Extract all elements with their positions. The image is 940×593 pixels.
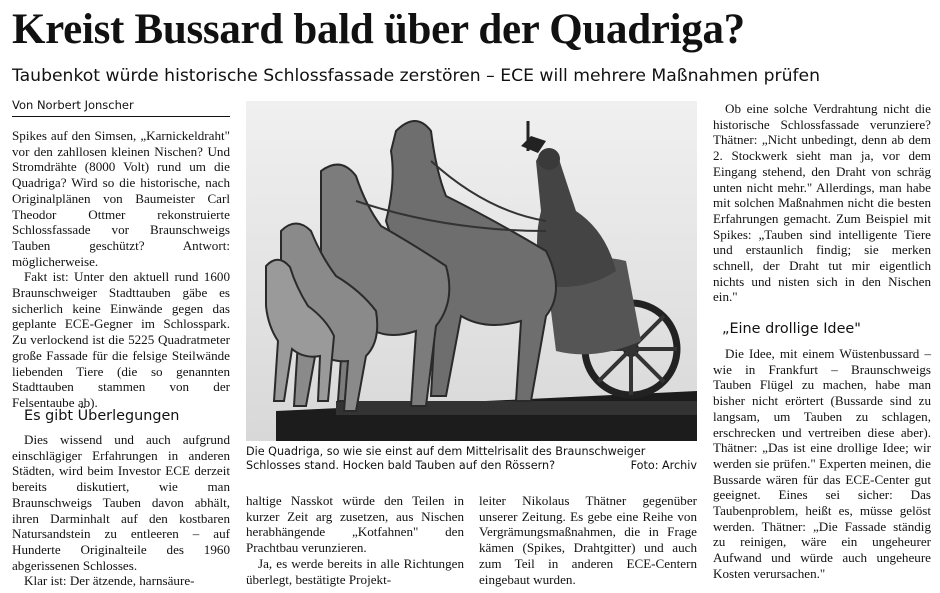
paragraph: Ob eine solche Verdrahtung nicht die historische Schlossfassade verunziere? Thätner: „Nicht unbedingt, denn ab dem 2. Stockwerk sieht man ja, vor dem Eingang stehend, den Draht von schräg unten nicht mehr." Allerdings, man habe mit solchen Maßnahmen nicht die besten Erfahrungen gemacht. Zum Beispiel mit Spikes: „Tauben sind intelligente Tiere und erstaunlich findig; sie merken schnell, der Draht tut mir eigentlich nichts und nisten sich in den Nischen ein."	[713, 101, 931, 305]
quadriga-photo	[246, 101, 697, 441]
paragraph: Die Idee, mit einem Wüstenbussard – wie in Frankfurt – Braunschweigs Tauben Flügel zu machen, habe man bisher nicht erörtert (Bussarde sind zu langsam, um Tauben zu schlagen, erschrecken und vertreiben diese aber). Thätner: „Das ist eine drollige Idee; wir werden sie prüfen." Experten meinen, die Bussarde wären für das ECE-Center gut geeignet. Eines sei sicher: Das Taubenproblem, heißt es, müsse gelöst werden. Thätner: „Die Fassade ständig zu reinigen, wäre ein ungeheurer Aufwand und würde auch ungeheure Kosten verursachen."	[713, 346, 931, 581]
paragraph: haltige Nasskot würde den Teilen in kurzer Zeit arg zusetzen, aus Nischen herabhängende „Kotfahnen" den Prachtbau verunzieren.	[246, 493, 464, 556]
column-1	[12, 128, 230, 411]
subheadline: Taubenkot würde historische Schlossfassade zerstören – ECE will mehrere Maßnahmen prüfen	[12, 66, 821, 86]
column-3	[479, 493, 697, 587]
paragraph: Fakt ist: Unter den aktuell rund 1600 Braunschweiger Stadttauben gäbe es sicherlich keine Einwände gegen das geplante ECE-Gegner im Schlosspark. Zu verlockend ist die 5225 Quadratmeter große Fassade für die felsige Steilwände liebenden Tiere (die so genannten Stadttauben stammen von der Felsentaube ab).	[12, 269, 230, 410]
paragraph: leiter Nikolaus Thätner gegenüber unserer Zeitung. Es gebe eine Reihe von Vergrämungsmaßnahmen, die in Frage kämen (Spikes, Drahtgitter) und auch zum Teil in anderen ECE-Centern eingebaut wurden.	[479, 493, 697, 587]
paragraph: Spikes auf den Simsen, „Karnickeldraht" vor den zahllosen kleinen Nischen? Und Stromdrähte (8000 Volt) rund um die Quadriga? Wird so die historische, nach Originalplänen von Baumeister Carl Theodor Ottmer rekonstruierte Schlossfassade vor Braunschweigs Tauben geschützt? Antwort: möglicherweise.	[12, 128, 230, 269]
paragraph: Dies wissend und auch aufgrund einschlägiger Erfahrungen in anderen Städten, wird beim Investor ECE derzeit bereits diskutiert, wie man Braunschweigs Tauben davon abhält, ihren Darminhalt auf den kostbaren Natursandstein zu entleeren – auf Hunderte Originalteile des 1960 abgerissenen Schlosses.	[12, 432, 230, 573]
photo-credit: Foto: Archiv	[630, 459, 697, 472]
headline: Kreist Bussard bald über der Quadriga?	[12, 6, 745, 53]
caption-text: Die Quadriga, so wie sie einst auf dem Mittelrisalit des Braunschweiger Schlosses stand. Hocken bald Tauben auf den Rössern?	[246, 445, 646, 472]
column-4	[713, 101, 931, 305]
photo-caption	[246, 445, 697, 473]
paragraph: Ja, es werde bereits in alle Richtungen überlegt, bestätigte Projekt-	[246, 555, 464, 587]
column-4-continued	[713, 346, 931, 582]
column-2	[246, 493, 464, 587]
byline: Von Norbert Jonscher	[12, 98, 230, 117]
paragraph: Klar ist: Der ätzende, harnsäure-	[24, 573, 195, 589]
subheading-drollige-idee: „Eine drollige Idee"	[722, 321, 861, 337]
subheading-ueberlegungen: Es gibt Überlegungen	[24, 408, 180, 424]
column-1-continued	[12, 432, 230, 589]
